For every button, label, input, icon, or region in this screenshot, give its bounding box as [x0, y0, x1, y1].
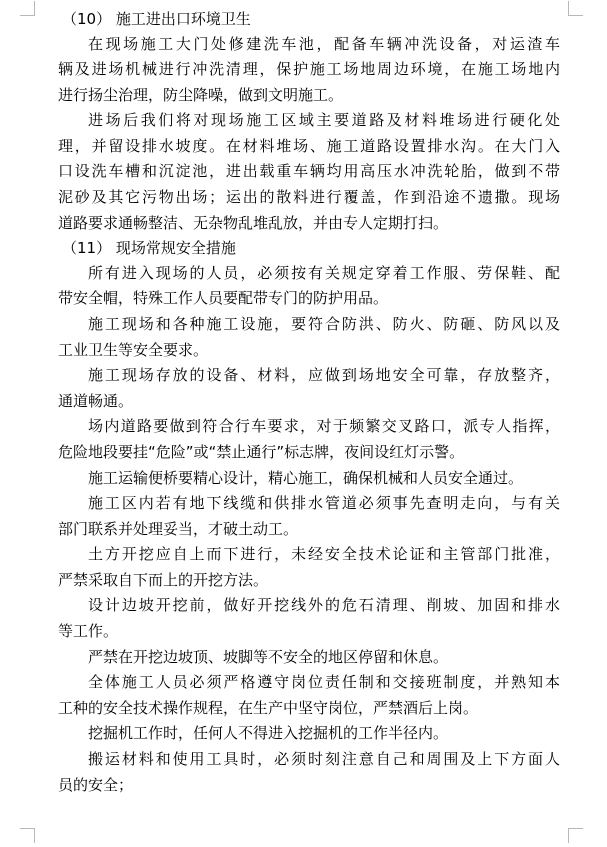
text-line: 进场后我们将对现场施工区域主要道路及材料堆场进行硬化处	[88, 111, 560, 130]
page-corner-mark-top-left	[20, 1, 35, 16]
text-line: 道路要求通畅整洁、无杂物乱堆乱放，并由专人定期打扫。	[58, 213, 449, 232]
text-line: 辆及进场机械进行冲洗清理，保护施工场地周边环境，在施工场地内	[58, 60, 560, 79]
text-line: 施工运输便桥要精心设计，精心施工，确保机械和人员安全通过。	[88, 468, 524, 487]
section-heading: （10） 施工进出口环境卫生	[62, 10, 251, 28]
paragraph	[58, 261, 560, 312]
text-line: 严禁采取自下而上的开挖方法。	[58, 570, 269, 589]
paragraph	[58, 721, 560, 747]
paragraph	[58, 363, 560, 414]
text-line: 施工现场存放的设备、材料，应做到场地安全可靠，存放整齐，	[88, 366, 560, 385]
text-line: 全体施工人员必须严格遵守岗位责任制和交接班制度，并熟知本	[88, 673, 560, 692]
text-line: 在现场施工大门处修建洗车池，配备车辆冲洗设备，对运渣车	[88, 34, 560, 53]
text-line: 严禁在开挖边坡顶、坡脚等不安全的地区停留和休息。	[88, 647, 449, 666]
text-line: 搬运材料和使用工具时，必须时刻注意自己和周围及上下方面人	[88, 750, 560, 769]
text-line: 带安全帽，特殊工作人员要配带专门的防护用品。	[58, 289, 389, 308]
paragraph	[58, 542, 560, 593]
paragraph	[58, 466, 560, 492]
section-heading: （11） 现场常规安全措施	[62, 239, 236, 258]
page-corner-mark-bottom-left	[20, 828, 35, 843]
text-line: 土方开挖应自上而下进行，未经安全技术论证和主管部门批准，	[88, 545, 560, 564]
document-body	[58, 7, 560, 798]
paragraph	[58, 108, 560, 236]
paragraph	[58, 491, 560, 542]
paragraph	[58, 312, 560, 363]
paragraph	[58, 593, 560, 644]
page-corner-mark-top-right	[568, 1, 583, 16]
paragraph	[58, 32, 560, 109]
text-line: 进行扬尘治理，防尘降噪，做到文明施工。	[58, 85, 344, 104]
text-line: 挖掘机工作时，任何人不得进入挖掘机的工作半径内。	[88, 724, 449, 743]
text-line: 场内道路要做到符合行车要求，对于频繁交叉路口，派专人指挥，	[88, 417, 560, 436]
paragraph	[58, 645, 560, 671]
text-line: 工种的安全技术操作规程，在生产中坚守岗位，严禁酒后上岗。	[58, 698, 479, 717]
text-line: 施工现场和各种施工设施，要符合防洪、防火、防砸、防风以及	[88, 314, 560, 333]
text-line: 泥砂及其它污物出场；运出的散料进行覆盖，作到沿途不遗撒。现场	[58, 188, 560, 207]
text-line: 员的安全；	[58, 775, 134, 794]
text-line: 等工作。	[58, 622, 119, 641]
page-corner-mark-bottom-right	[568, 828, 583, 843]
text-line: 设计边坡开挖前，做好开挖线外的危石清理、削坡、加固和排水	[88, 596, 560, 615]
text-line: 口设洗车槽和沉淀池，进出载重车辆均用高压水冲洗轮胎，做到不带	[58, 162, 560, 181]
paragraph	[58, 414, 560, 465]
text-line: 工业卫生等安全要求。	[58, 340, 209, 359]
text-line: 危险地段要挂“危险”或“禁止通行”标志牌，夜间设红灯示警。	[58, 442, 465, 461]
text-line: 施工区内若有地下线缆和供排水管道必须事先查明走向，与有关	[88, 494, 560, 513]
text-line: 所有进入现场的人员，必须按有关规定穿着工作服、劳保鞋、配	[88, 263, 560, 282]
paragraph	[58, 747, 560, 798]
text-line: 通道畅通。	[58, 391, 134, 410]
text-line: 部门联系并处理妥当，才破土动工。	[58, 519, 299, 538]
text-line: 理，并留设排水坡度。在材料堆场、施工道路设置排水沟。在大门入	[58, 136, 560, 155]
paragraph	[58, 670, 560, 721]
